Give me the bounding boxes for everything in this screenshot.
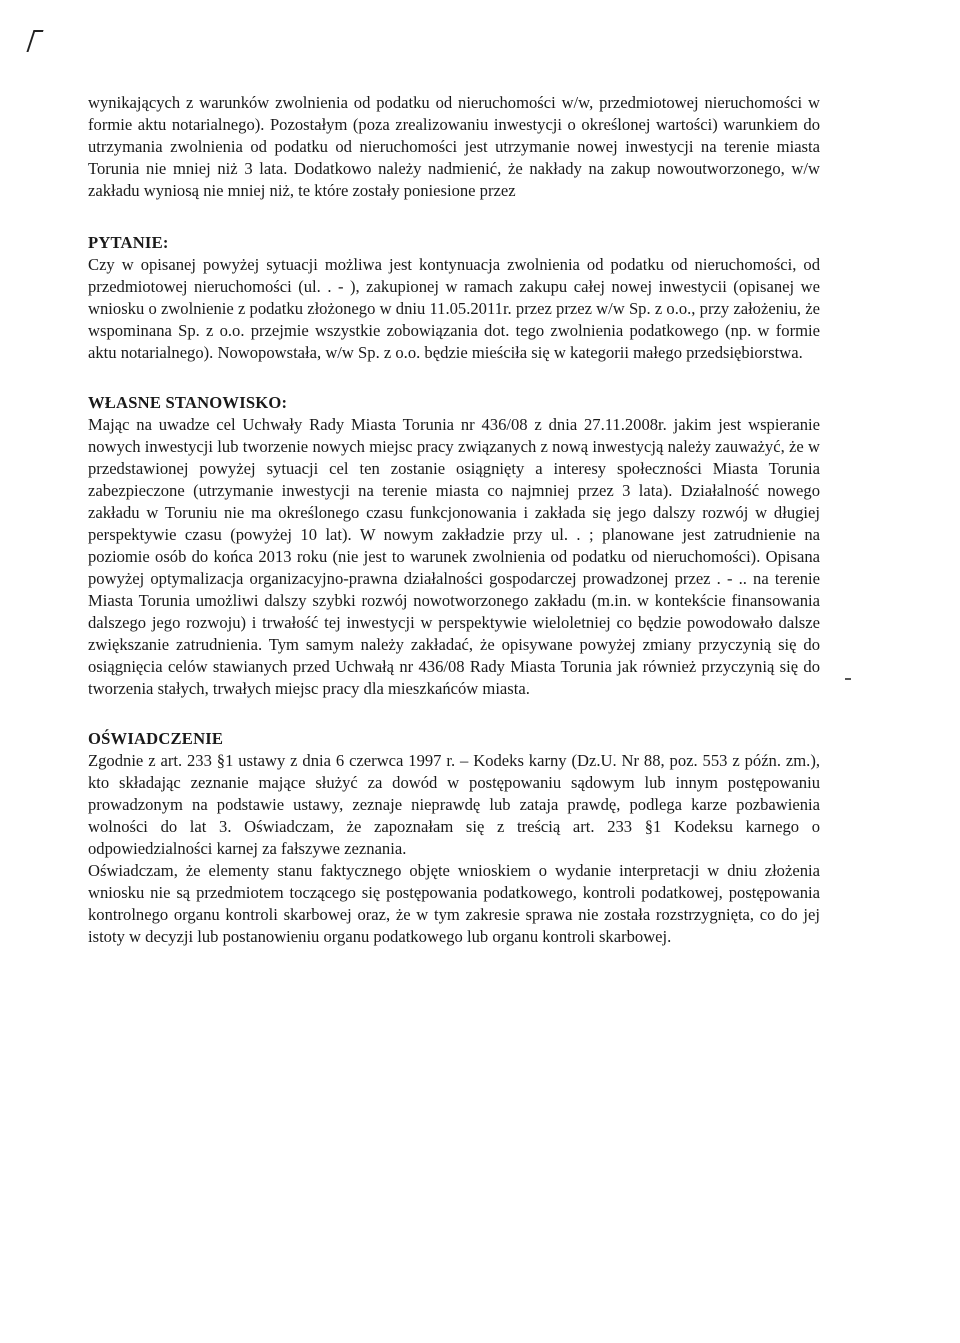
question-heading: PYTANIE: [88, 233, 169, 252]
question-paragraph: Czy w opisanej powyżej sytuacji możliwa jest kontynuacja zwolnienia od podatku od nieruchomości, od przedmiotowej nieruchomości (ul. . - ), zakupionej w ramach zakupu całej nowej inwestycii (opisanej we wniosku o zwolnienie z podatku złożonego w dniu 11.05.2011r. przez przez w/w Sp. z o.o., przy założeniu, że wspominana Sp. z o.o. przejmie wszystkie zobowiązania dot. tego zwolnienia podatkowego (np. w formie aktu notarialnego). Nowopowstała, w/w Sp. z o.o. będzie mieściła się w kategorii małego przedsiębiorstwa. [88, 255, 820, 362]
spacer [88, 700, 820, 728]
scan-corner-mark [26, 30, 43, 52]
statement-paragraph-1: Zgodnie z art. 233 §1 ustawy z dnia 6 czerwca 1997 r. – Kodeks karny (Dz.U. Nr 88, poz. 553 z późn. zm.), kto składając zeznanie mające służyć za dowód w postępowaniu sądowym lub innym postępowaniu prowadzonym na podstawie ustawy, zeznaje nieprawdę lub zataja prawdę, podlega karze pozbawienia wolności do lat 3. Oświadczam, że zapoznałam się z treścią art. 233 §1 Kodeksu karnego o odpowiedzialności karnej za fałszywe zeznania. [88, 751, 820, 858]
statement-paragraph-2: Oświadczam, że elementy stanu faktycznego objęte wnioskiem o wydanie interpretacji w dniu złożenia wniosku nie są przedmiotem toczącego się postępowania podatkowego, kontroli podatkowej, postępowania kontrolnego organu kontroli skarbowej oraz, że w tym zakresie sprawa nie została rozstrzygnięta, co do jej istoty w decyzji lub postanowieniu organu podatkowego lub organu kontroli skarbowej. [88, 861, 820, 946]
document-page [88, 92, 820, 948]
position-heading: WŁASNE STANOWISKO: [88, 393, 288, 412]
statement-heading: OŚWIADCZENIE [88, 729, 224, 748]
spacer [88, 364, 820, 392]
intro-paragraph: wynikających z warunków zwolnienia od podatku od nieruchomości w/w, przedmiotowej nieruchomości w formie aktu notarialnego). Pozostałym (poza zrealizowaniu inwestycji o określonej wartości) warunkiem do utrzymania zwolnienia od podatku od nieruchomości jest utrzymanie nowej inwestycji na terenie miasta Torunia nie mniej niż 3 lata. Dodatkowo należy nadmienić, że nakłady na zakup nowoutworzonego, w/w zakładu wyniosą nie mniej niż, te które zostały poniesione przez [88, 93, 820, 200]
spacer [88, 202, 820, 232]
position-paragraph: Mając na uwadze cel Uchwały Rady Miasta Torunia nr 436/08 z dnia 27.11.2008r. jakim jest wspieranie nowych inwestycji lub tworzenie nowych miejsc pracy związanych z nową inwestycją należy zauważyć, że w przedstawionej powyżej sytuacji cel ten zostanie osiągnięty a interesy społeczności Miasta Torunia zabezpieczone (utrzymanie inwestycji na terenie miasta co najmniej przez 3 lata). Działalność nowego zakładu w Toruniu nie ma określonego czasu funkcjonowania i zakłada się jego dalszy rozwój w długiej perspektywie czasu (powyżej 10 lat). W nowym zakładzie przy ul. . ; planowane jest zatrudnienie na poziomie osób do końca 2013 roku (nie jest to warunek zwolnienia od podatku od nieruchomości). Opisana powyżej optymalizacja organizacyjno-prawna działalności gospodarczej prowadzonej przez . - .. na terenie Miasta Torunia umożliwi dalszy szybki rozwój nowotworzonego zakładu (m.in. w kontekście finansowania dalszego jego rozwoju) i trwałość tej inwestycji w perspektywie wieloletniej co będzie powodowało dalsze zwiększanie zatrudnienia. Tym samym należy zakładać, że opisywane powyżej zmiany przyczynią się do osiągnięcia celów stawianych przed Uchwałą nr 436/08 Rady Miasta Torunia jak również przyczynią się do tworzenia stałych, trwałych miejsc pracy dla mieszkańców miasta. [88, 415, 820, 698]
scan-margin-mark [845, 678, 851, 680]
